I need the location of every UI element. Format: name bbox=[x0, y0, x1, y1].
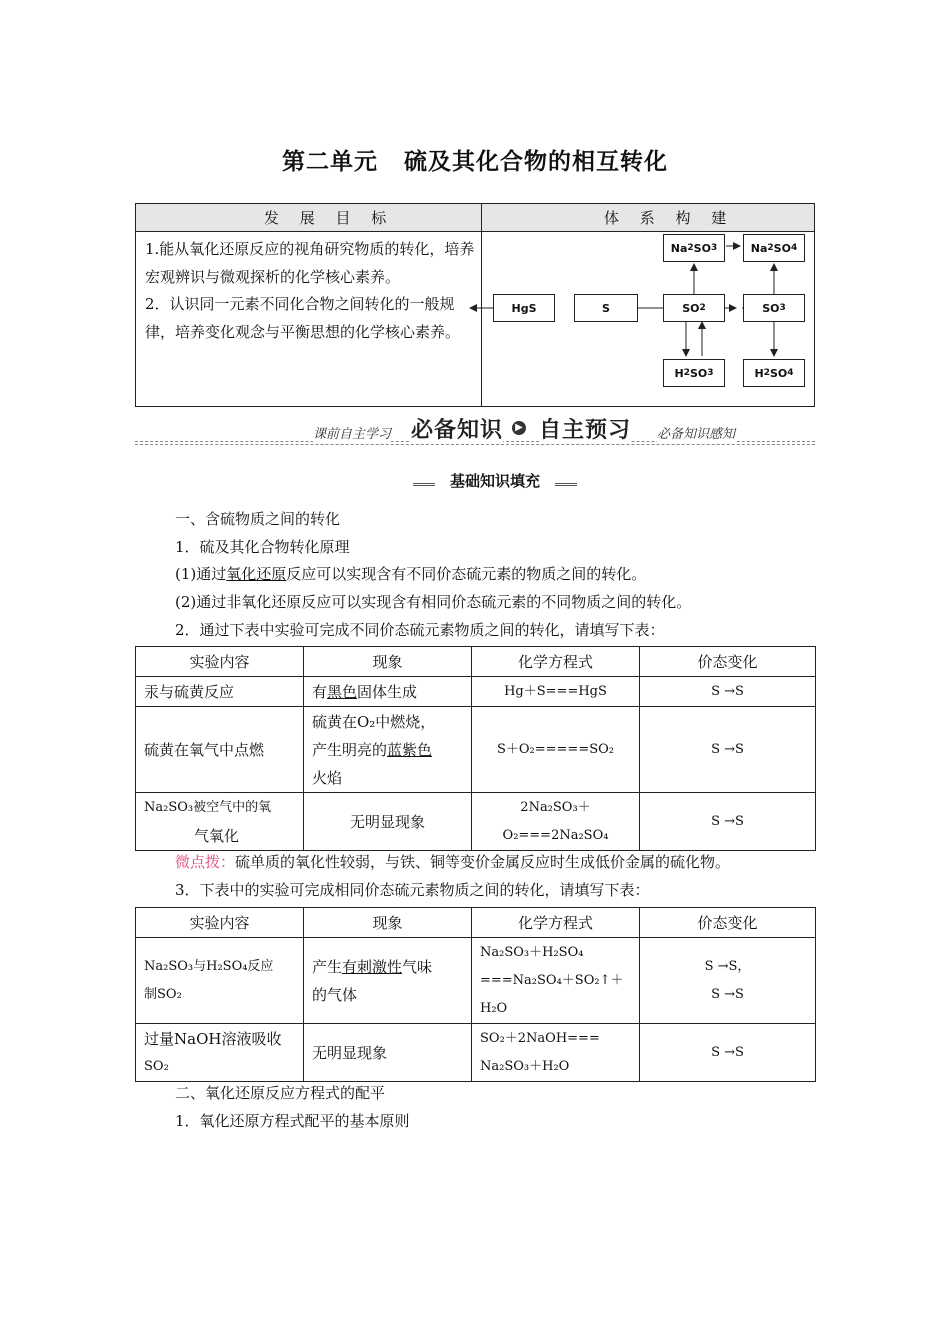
cell-text: 产生 bbox=[312, 957, 343, 976]
heading-2: 二、氧化还原反应方程式的配平 bbox=[175, 1084, 386, 1102]
cell: S →S bbox=[640, 677, 816, 707]
cell-text: O₂===2Na₂SO₄ bbox=[502, 827, 609, 843]
cell bbox=[472, 938, 640, 1024]
cell bbox=[136, 938, 304, 1024]
table-row bbox=[136, 647, 816, 677]
cell-text: Na₂SO₃与H₂SO₄反应 bbox=[144, 958, 274, 974]
col-header: 现象 bbox=[304, 908, 472, 938]
na2so4-box: Na 2 SO 4 bbox=[743, 234, 805, 262]
cell-text: 有 bbox=[312, 682, 328, 701]
so3-label: SO bbox=[762, 301, 780, 315]
cell: Hg＋S===HgS bbox=[472, 677, 640, 707]
table-row bbox=[136, 1024, 816, 1082]
col-header: 价态变化 bbox=[640, 908, 816, 938]
banner-big-1: 必备知识 bbox=[411, 413, 503, 444]
banner-arrow-icon: ▶ bbox=[512, 421, 526, 435]
cell bbox=[640, 938, 816, 1024]
goal-item: 2．认识同一元素不同化合物之间转化的一般规律，培养变化观念与平衡思想的化学核心素养。 bbox=[145, 295, 461, 341]
col-header: 现象 bbox=[304, 647, 472, 677]
cell-text: 火焰 bbox=[312, 768, 343, 787]
cell-text: 2Na₂SO₃＋ bbox=[520, 799, 591, 815]
cell bbox=[136, 793, 304, 851]
hgs-label: HgS bbox=[511, 301, 537, 315]
cell bbox=[304, 707, 472, 793]
cell bbox=[136, 1024, 304, 1082]
table-1 bbox=[135, 646, 816, 851]
na2so3-box: Na 2 SO 3 bbox=[663, 234, 725, 262]
tip bbox=[175, 851, 730, 872]
col-header: 实验内容 bbox=[136, 908, 304, 938]
cell bbox=[472, 793, 640, 851]
cell-text: Na₂SO₃被空气中的氧 bbox=[144, 799, 272, 815]
table-2 bbox=[135, 907, 816, 1082]
goal-item: 1.能从氧化还原反应的视角研究物质的转化，培养宏观辨识与微观探析的化学核心素养。 bbox=[145, 240, 475, 286]
table-row bbox=[136, 908, 816, 938]
hgs-box bbox=[493, 294, 555, 322]
goal-table bbox=[135, 203, 815, 407]
cell-text: S →S， bbox=[704, 958, 751, 974]
cell-text: Na₂SO₃＋H₂SO₄ bbox=[480, 944, 584, 960]
cell: 无明显现象 bbox=[304, 1024, 472, 1082]
cell-text: SO₂＋2NaOH=== bbox=[480, 1030, 600, 1046]
cell bbox=[304, 677, 472, 707]
cell-text: 产生明亮的 bbox=[312, 740, 388, 759]
so2-box: SO 2 bbox=[663, 294, 725, 322]
col-header: 化学方程式 bbox=[472, 647, 640, 677]
para-3-a: (1)通过 bbox=[175, 565, 227, 583]
h2so3-box: H 2 SO 3 bbox=[663, 359, 725, 387]
cell-text: 硫黄在O₂中燃烧， bbox=[312, 712, 436, 731]
cell-text: 固体生成 bbox=[357, 682, 418, 701]
col-header: 化学方程式 bbox=[472, 908, 640, 938]
heading-1-1: 1．硫及其化合物转化原理 bbox=[175, 538, 350, 556]
section-label bbox=[413, 470, 577, 494]
cell: S →S bbox=[640, 793, 816, 851]
cell bbox=[472, 1024, 640, 1082]
cell: 汞与硫黄反应 bbox=[136, 677, 304, 707]
goal-header: 发 展 目 标 bbox=[264, 209, 395, 227]
para-6: 3．下表中的实验可完成相同价态硫元素物质之间的转化，请填写下表： bbox=[175, 881, 650, 899]
cell-text: Na₂SO₃＋H₂O bbox=[480, 1058, 570, 1074]
unit-label: 第二单元 bbox=[282, 149, 378, 175]
heading-2-1: 1．氧化还原方程式配平的基本原则 bbox=[175, 1112, 410, 1130]
s-box bbox=[574, 294, 638, 322]
cell-text: 制SO₂ bbox=[144, 986, 182, 1002]
cell-text: 气味 bbox=[402, 957, 433, 976]
cell-text: H₂O bbox=[480, 1000, 508, 1016]
tip-label: 微点拨： bbox=[175, 853, 236, 871]
cell-text: S →S bbox=[711, 986, 744, 1002]
table-row bbox=[136, 938, 816, 1024]
answer-blank: 蓝紫色 bbox=[387, 740, 433, 759]
page-title bbox=[0, 143, 950, 176]
cell-text: SO₂ bbox=[144, 1058, 169, 1074]
cell: 无明显现象 bbox=[304, 793, 472, 851]
cell-text: 过量NaOH溶液吸收 bbox=[144, 1029, 282, 1048]
answer-blank: 黑色 bbox=[327, 682, 358, 701]
para-3-b: 反应可以实现含有不同价态硫元素的物质之间的转化。 bbox=[286, 565, 647, 583]
cell: S＋O₂=====SO₂ bbox=[472, 707, 640, 793]
banner-big-2: 自主预习 bbox=[539, 413, 631, 444]
table-row bbox=[136, 793, 816, 851]
banner-left: 课前自主学习 bbox=[313, 423, 391, 442]
tip-text: 硫单质的氧化性较弱，与铁、铜等变价金属反应时生成低价金属的硫化物。 bbox=[235, 853, 731, 871]
s-label: S bbox=[602, 301, 610, 315]
so3-box: SO 3 bbox=[743, 294, 805, 322]
para-3 bbox=[175, 563, 646, 584]
cell: S →S bbox=[640, 1024, 816, 1082]
section-banner bbox=[135, 417, 815, 447]
answer-blank: 氧化还原 bbox=[226, 565, 287, 583]
banner-right: 必备知识感知 bbox=[657, 423, 735, 442]
cell: 硫黄在氧气中点燃 bbox=[136, 707, 304, 793]
cell bbox=[304, 938, 472, 1024]
answer-blank: 有刺激性 bbox=[342, 957, 403, 976]
table-row bbox=[136, 677, 816, 707]
cell: S →S bbox=[640, 707, 816, 793]
cell-text: 的气体 bbox=[312, 985, 358, 1004]
col-header: 价态变化 bbox=[640, 647, 816, 677]
cell-text: 气氧化 bbox=[194, 826, 240, 845]
cell-text: ===Na₂SO₄＋SO₂↑＋ bbox=[480, 972, 624, 988]
unit-topic: 硫及其化合物的相互转化 bbox=[404, 149, 668, 175]
para-4: (2)通过非氧化还原反应可以实现含有相同价态硫元素的不同物质之间的转化。 bbox=[175, 593, 692, 611]
table-row bbox=[136, 707, 816, 793]
h2so4-box: H 2 SO 4 bbox=[743, 359, 805, 387]
so2-label: SO bbox=[682, 301, 700, 315]
section-label-text: 基础知识填充 bbox=[435, 470, 555, 491]
system-header: 体 系 构 建 bbox=[604, 209, 735, 227]
para-5: 2．通过下表中实验可完成不同价态硫元素物质之间的转化，请填写下表： bbox=[175, 621, 665, 639]
heading-1: 一、含硫物质之间的转化 bbox=[175, 510, 341, 528]
col-header: 实验内容 bbox=[136, 647, 304, 677]
